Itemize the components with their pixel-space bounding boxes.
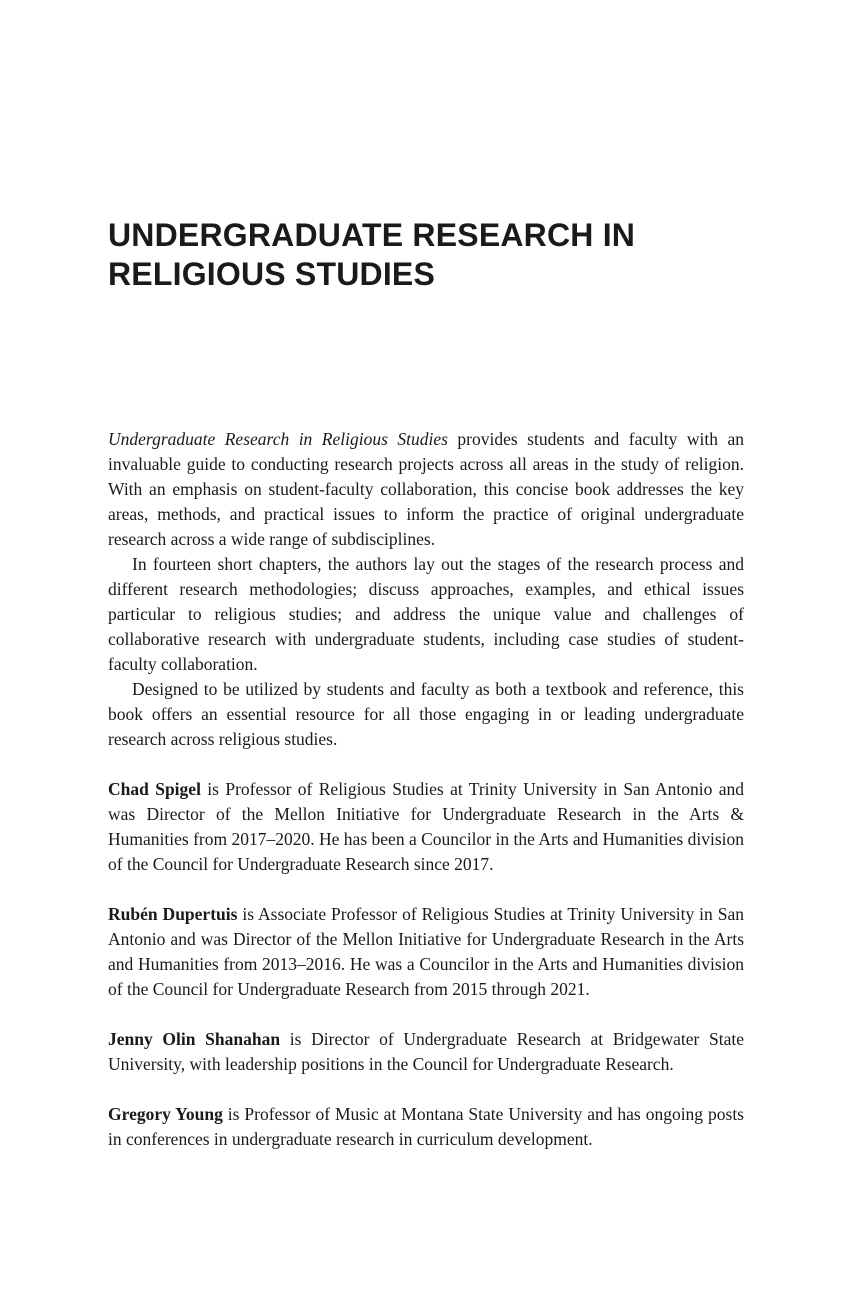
author-bio-4: [108, 1102, 744, 1152]
description-paragraph-3: Designed to be utilized by students and faculty as both a textbook and reference, this book offers an essential resource for all those engaging in or leading undergraduate research across religious studies.: [108, 679, 744, 749]
author-bio-text-3: is Director of Undergraduate Research at Bridgewater State University, with leadership positions in the Council for Undergraduate Research.: [108, 1029, 745, 1074]
author-bio-3: [108, 1027, 744, 1077]
page-title: [108, 216, 748, 294]
author-bio-text-4: is Professor of Music at Montana State University and has ongoing posts in conferences in undergraduate research in curriculum development.: [108, 1104, 744, 1149]
title-line-1: UNDERGRADUATE RESEARCH IN: [108, 217, 636, 253]
author-name-4: Gregory Young: [108, 1104, 223, 1124]
description-paragraph-1-text: provides students and faculty with an invaluable guide to conducting research projects across all areas in the study of religion. With an emphasis on student-faculty collaboration, this concise book addresses the key areas, methods, and practical issues to inform the practice of original undergraduate research across a wide range of subdisciplines.: [108, 429, 744, 549]
book-title-italic: Undergraduate Research in Religious Studies: [108, 429, 448, 449]
description-paragraph-1: [108, 427, 744, 552]
body-text: [108, 427, 744, 1152]
author-bio-text-1: is Professor of Religious Studies at Trinity University in San Antonio and was Director of the Mellon Initiative for Undergraduate Research in the Arts & Humanities from 2017–2020. He has been a Councilor in the Arts and Humanities division of the Council for Undergraduate Research since 2017.: [108, 779, 745, 874]
description-paragraph-2: In fourteen short chapters, the authors lay out the stages of the research process and different research methodologies; discuss approaches, examples, and ethical issues particular to religious studies; and address the unique value and challenges of collaborative research with undergraduate students, including case studies of student-faculty collaboration.: [108, 554, 744, 674]
author-name-1: Chad Spigel: [108, 779, 201, 799]
author-bio-text-2: is Associate Professor of Religious Studies at Trinity University in San Antonio and was Director of the Mellon Initiative for Undergraduate Research in the Arts and Humanities from 2013–2016. He was a Councilor in the Arts and Humanities division of the Council for Undergraduate Research from 2015 through 2021.: [108, 904, 744, 999]
author-bio-2: [108, 902, 744, 1002]
author-bio-1: [108, 777, 744, 877]
author-name-3: Jenny Olin Shanahan: [108, 1029, 281, 1049]
author-name-2: Rubén Dupertuis: [108, 904, 238, 924]
title-line-2: RELIGIOUS STUDIES: [108, 256, 435, 292]
